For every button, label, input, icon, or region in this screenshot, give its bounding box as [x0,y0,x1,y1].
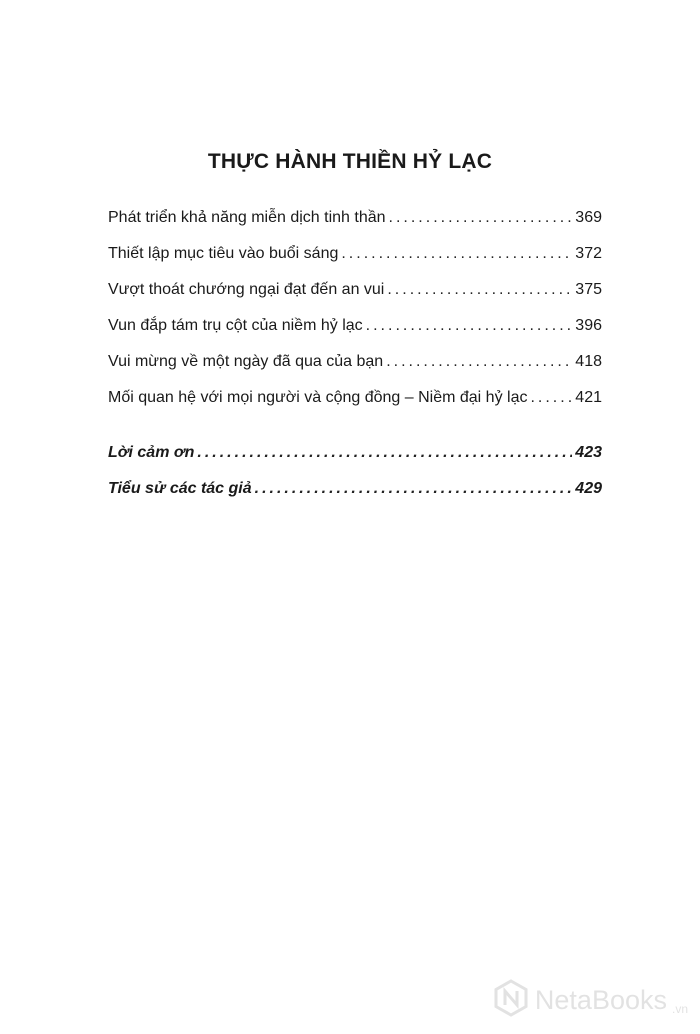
toc-entry-label: Phát triển khả năng miễn dịch tinh thần [108,209,386,226]
toc-entry-label: Vui mừng về một ngày đã qua của bạn [108,353,384,370]
dot-leader [341,236,572,272]
toc-entry[interactable] [108,308,602,344]
toc-entry[interactable] [108,200,602,236]
dot-leader [389,200,573,236]
toc-entry-label: Thiết lập mục tiêu vào buổi sáng [108,245,339,262]
toc-entry-page: 429 [575,480,602,497]
toc-entry-label: Mối quan hệ với mọi người và cộng đồng – Niềm đại hỷ lạc [108,389,528,406]
toc-entry-page: 372 [575,245,602,262]
toc-main-list [108,200,602,416]
toc-entry-page: 423 [575,444,602,461]
watermark-suffix: .vn [671,1002,688,1016]
netabooks-logo-icon [492,979,530,1022]
dot-leader [530,380,572,416]
toc-entry[interactable] [108,380,602,416]
dot-leader [387,272,572,308]
toc-entry-acknowledgements[interactable] [108,435,602,471]
dot-leader [255,471,573,507]
toc-entry-label: Vượt thoát chướng ngại đạt đến an vui [108,281,385,298]
toc-entry-page: 421 [575,389,602,406]
dot-leader [366,308,573,344]
toc-entry[interactable] [108,272,602,308]
toc-entry-page: 396 [575,317,602,334]
toc-entry[interactable] [108,236,602,272]
toc-entry-page: 375 [575,281,602,298]
toc-entry-label: Tiểu sử các tác giả [108,480,252,497]
toc-entry[interactable] [108,344,602,380]
toc-entry-label: Lời cảm ơn [108,444,195,461]
toc-entry-label: Vun đắp tám trụ cột của niềm hỷ lạc [108,317,363,334]
section-title: THỰC HÀNH THIỀN HỶ LẠC [207,150,493,173]
watermark [492,979,688,1022]
toc-extra-list [108,435,602,507]
dot-leader [197,435,572,471]
watermark-brand: NetaBooks [534,985,667,1015]
toc-entry-page: 369 [575,209,602,226]
dot-leader [386,344,572,380]
toc-entry-page: 418 [575,353,602,370]
toc-entry-author-bios[interactable] [108,471,602,507]
